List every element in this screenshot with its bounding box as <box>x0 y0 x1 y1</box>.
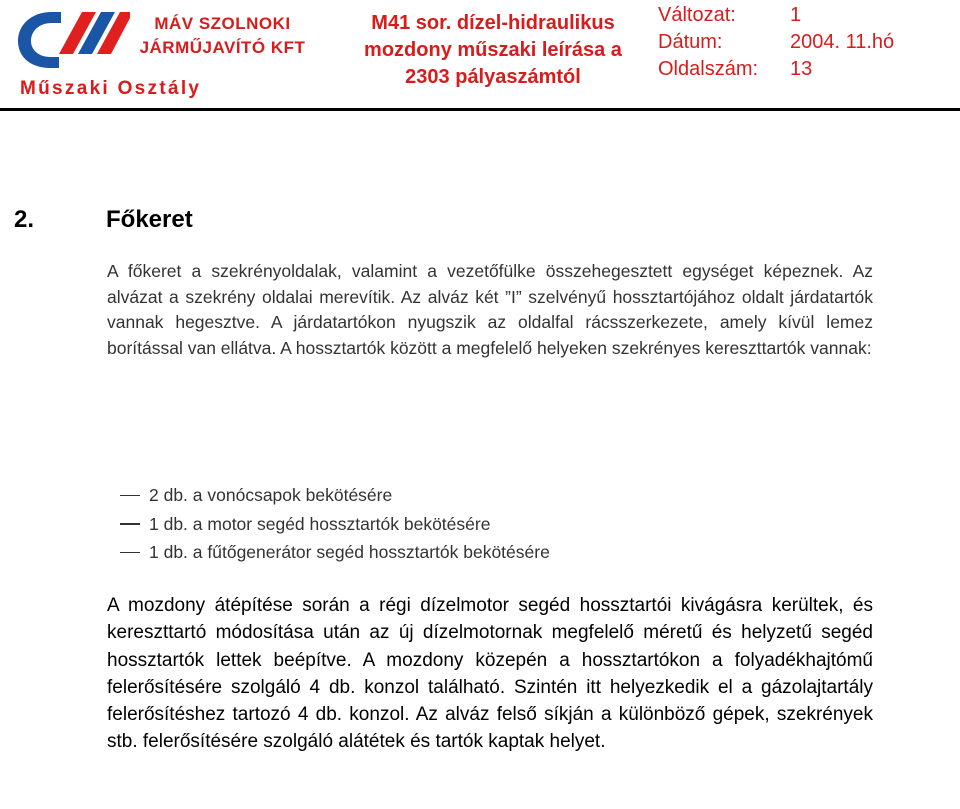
crossbeam-list <box>120 481 550 567</box>
meta-page-label: Oldalszám: <box>658 58 759 80</box>
body-paragraph: A mozdony átépítése során a régi dízelmotor segéd hossztartói kivágásra kerültek, és kereszttartó módosítása után az új dízelmotornak megfelelő méretű és helyzetű segéd hossztartók lettek beépítve. A mozdony közepén a hossztartókon a folyadékhajtómű felerősítésére szolgáló 4 db. konzol található. Szintén itt helyezkedik el a gázolajtartály felerősítéshez tartozó 4 db. konzol. Az alváz felső síkján a különböző gépek, szekrények stb. felerősítésére szolgáló alátétek és tartók kaptak helyet. <box>107 595 873 753</box>
section-number: 2. <box>14 206 35 233</box>
company-line-1: MÁV SZOLNOKI <box>154 14 291 33</box>
intro-paragraph: A főkeret a szekrényoldalak, valamint a vezetőfülke összehegesztett egységet képeznek. Az alvázat a szekrény oldalai merevítik. Az alváz két ”I” szelvényű hossztartójához oldalt járdatartók vannak hegesztve. A járdatartókon nyugszik az oldalfal rácsszerkezete, amely kívül lemez borítással van ellátva. A hossztartók között a megfelelő helyeken szekrényes kereszttartók vannak: <box>107 261 873 358</box>
department-name: Műszaki Osztály <box>20 78 202 99</box>
meta-page-value: 13 <box>790 58 813 80</box>
header-divider <box>0 108 960 111</box>
page-header <box>0 0 960 108</box>
meta-version-value: 1 <box>790 4 802 26</box>
meta-page <box>658 56 894 83</box>
list-item-text: 1 db. a motor segéd hossztartók bekötésére <box>149 513 491 534</box>
meta-version-label: Változat: <box>658 4 736 26</box>
dash-icon <box>120 523 140 525</box>
document-title-line-3: 2303 pályaszámtól <box>405 66 581 88</box>
list-item <box>120 538 550 567</box>
document-meta <box>658 2 894 83</box>
list-item-text: 1 db. a fűtőgenerátor segéd hossztartók bekötésére <box>149 542 550 562</box>
dash-icon <box>120 552 140 554</box>
company-name <box>110 12 335 60</box>
section-title: Főkeret <box>106 206 193 233</box>
dash-icon <box>120 495 140 497</box>
meta-date-value: 2004. 11.hó <box>790 31 895 53</box>
document-title-line-1: M41 sor. dízel-hidraulikus <box>371 12 615 34</box>
meta-date <box>658 29 894 56</box>
meta-date-label: Dátum: <box>658 31 723 53</box>
meta-version <box>658 2 894 29</box>
list-item <box>120 481 550 510</box>
document-title <box>338 10 648 91</box>
document-title-line-2: mozdony műszaki leírása a <box>364 39 622 61</box>
list-item <box>120 510 550 539</box>
section-heading <box>14 206 193 234</box>
company-line-2: JÁRMŰJAVÍTÓ KFT <box>139 38 306 57</box>
list-item-text: 2 db. a vonócsapok bekötésére <box>149 485 393 505</box>
